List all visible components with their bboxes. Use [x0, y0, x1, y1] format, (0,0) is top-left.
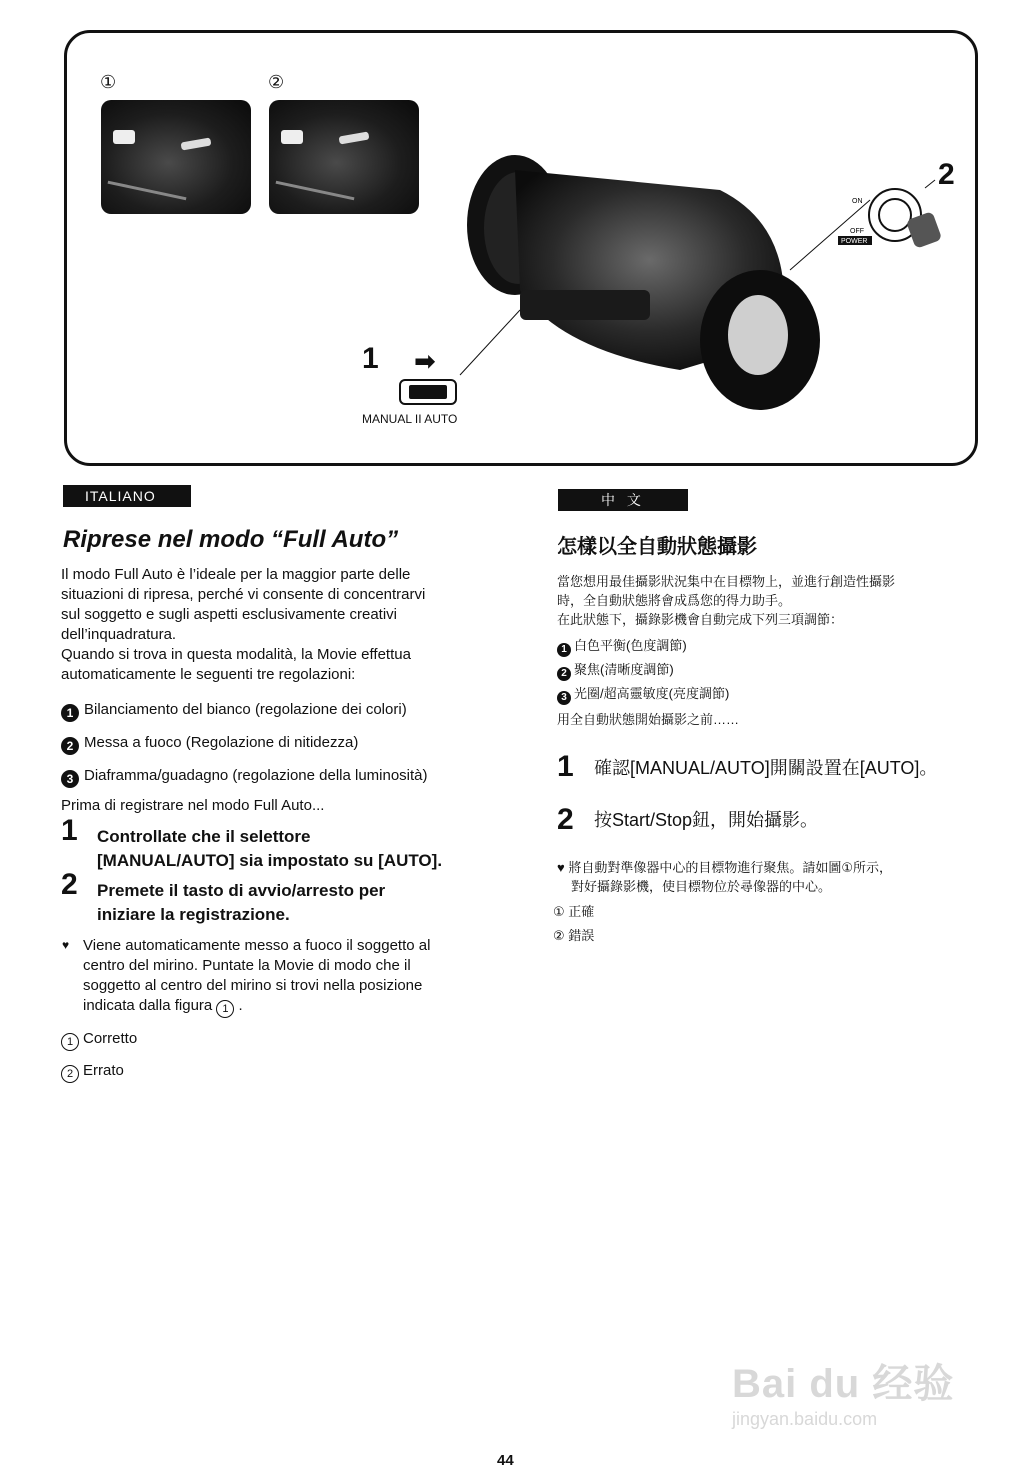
legend-correct: 1 Corretto — [61, 1029, 137, 1051]
before-recording-text: Prima di registrare nel modo Full Auto... — [61, 797, 325, 814]
intro-paragraph-chinese: 當您想用最佳攝影狀況集中在目標物上，並進行創造性攝影 時，全自動狀態將會成爲您的得力助手。 在此狀態下，攝錄影機會自動完成下列三項調節： — [557, 574, 896, 627]
power-label-power: POWER — [841, 238, 868, 245]
switch-caption: MANUAL II AUTO — [362, 412, 458, 426]
viewfinder-photo-correct — [101, 100, 251, 214]
callout-1: 1 — [362, 342, 379, 375]
photo-label-2: ② — [268, 72, 285, 92]
adjustment-zh-3: 3 光圈/超高靈敏度(亮度調節) — [557, 684, 729, 705]
section-title-italian: Riprese nel modo “Full Auto” — [63, 526, 399, 553]
step-number-zh-1: 1 — [557, 750, 574, 783]
legend-wrong: 2 Errato — [61, 1061, 124, 1083]
callout-2: 2 — [938, 158, 955, 191]
language-tag-italiano: ITALIANO — [63, 485, 191, 507]
step-text-1: Controllate che il selettore [MANUAL/AUTO] sia impostato su [AUTO]. — [97, 827, 443, 870]
manual-auto-switch — [399, 379, 457, 405]
step-number-2: 2 — [61, 868, 78, 901]
section-title-chinese: 怎樣以全自動狀態攝影 — [557, 536, 757, 558]
adjustment-zh-2: 2 聚焦(清晰度調節) — [557, 660, 674, 681]
legend-zh-wrong: ② 錯誤 — [553, 928, 595, 943]
intro-paragraph-italian: Il modo Full Auto è l’ideale per la maggior parte delle situazioni di ripresa, perché vi consente di concentrarvi sul soggetto e sugli aspetti esclusivamente creativi dell’inquadratura. Quando si trova in questa modalità, la Movie effettua automaticamente le seguenti tre regolazioni: — [61, 566, 426, 683]
adjustment-item-1: 1 Bilanciamento del bianco (regolazione dei colori) — [61, 700, 407, 722]
step-number-1: 1 — [61, 814, 78, 847]
adjustment-zh-1: 1 白色平衡(色度調節) — [557, 636, 687, 657]
photo-label-1: ① — [100, 72, 117, 92]
before-recording-text-zh: 用全自動狀態開始攝影之前…… — [557, 712, 740, 727]
power-label-on: ON — [852, 198, 863, 205]
note-paragraph-italian: Viene automaticamente messo a fuoco il soggetto al centro del mirino. Puntate la Movie di modo che il soggetto al centro del mirino si trovi nella posizione indicata dalla figura 1 . — [83, 936, 430, 1018]
baidu-watermark: Bai du 经验 jingyan.baidu.com — [732, 1362, 955, 1429]
arrow-right-icon: ➡ — [414, 346, 436, 376]
adjustment-item-3: 3 Diaframma/guadagno (regolazione della luminosità) — [61, 766, 428, 788]
adjustment-item-2: 2 Messa a fuoco (Regolazione di nitidezza) — [61, 733, 358, 755]
page-number: 44 — [497, 1452, 514, 1469]
language-tag-chinese: 中 文 — [558, 489, 688, 511]
camcorder-illustration — [440, 140, 960, 420]
step-text-zh-2: 按Start/Stop鈕，開始攝影。 — [594, 810, 819, 830]
note-bullet-icon: ♥ — [62, 938, 70, 952]
note-paragraph-chinese: ♥ 將自動對準像器中心的目標物進行聚焦。請如圖①所示， 對好攝錄影機，使目標物位於尋像器的中心。 — [557, 860, 892, 894]
step-text-zh-1: 確認[MANUAL/AUTO]開關設置在[AUTO]。 — [594, 758, 938, 778]
viewfinder-photo-wrong — [269, 100, 419, 214]
power-label-off: OFF — [850, 228, 864, 235]
step-number-zh-2: 2 — [557, 803, 574, 836]
step-text-2: Premete il tasto di avvio/arresto per iniziare la registrazione. — [97, 881, 386, 924]
legend-zh-correct: ① 正確 — [553, 904, 595, 919]
